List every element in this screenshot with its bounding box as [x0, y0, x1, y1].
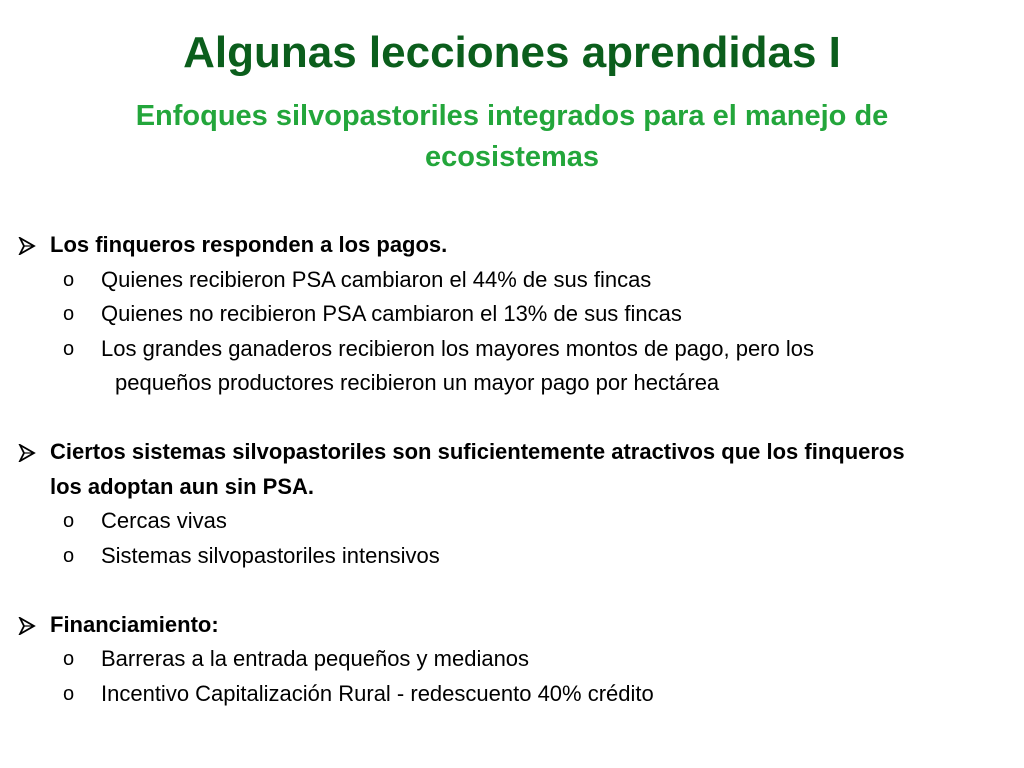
sub-item-text: Cercas vivas	[101, 508, 227, 533]
sub-item	[14, 297, 1004, 332]
arrow-bullet-icon	[18, 617, 36, 635]
bullet-item	[14, 608, 1004, 643]
slide-subtitle: Enfoques silvopastoriles integrados para el manejo de ecosistemas	[135, 100, 889, 173]
bullet-heading: Financiamiento:	[50, 611, 219, 637]
sub-item-text: Sistemas silvopastoriles intensivos	[101, 542, 440, 568]
circle-bullet-icon: o	[63, 510, 75, 532]
sub-item-text: Incentivo Capitalización Rural - redescuento 40% crédito	[101, 680, 654, 706]
arrow-bullet-icon	[18, 237, 36, 255]
slide-title: Algunas lecciones aprendidas I	[183, 28, 841, 77]
sub-item	[14, 642, 1004, 677]
sub-item-text: Los grandes ganaderos recibieron los mayores montos de pago, pero los	[101, 335, 814, 361]
sub-item-text: Quienes recibieron PSA cambiaron el 44% de sus fincas	[101, 266, 652, 292]
section-pagos	[14, 228, 1004, 401]
sub-item	[14, 263, 1004, 298]
sub-item	[14, 677, 1004, 712]
circle-bullet-icon: o	[63, 268, 75, 291]
bullet-heading: Los finqueros responden a los pagos.	[50, 232, 448, 257]
sub-item-text: Barreras a la entrada pequeños y medianos	[101, 646, 530, 671]
sub-item	[14, 332, 1004, 367]
section-sistemas	[14, 435, 1004, 573]
section-financiamiento	[14, 608, 1004, 712]
sub-item	[14, 539, 1004, 574]
circle-bullet-icon: o	[63, 544, 75, 567]
bullet-item	[14, 228, 1004, 263]
bullet-item	[14, 435, 1004, 504]
sub-item-text: Quienes no recibieron PSA cambiaron el 13% de sus fincas	[101, 301, 682, 326]
circle-bullet-icon: o	[63, 682, 75, 705]
slide-body	[14, 228, 1004, 746]
circle-bullet-icon: o	[63, 303, 75, 325]
sub-item-continuation: pequeños productores recibieron un mayor pago por hectárea	[115, 370, 720, 395]
circle-bullet-icon: o	[63, 648, 75, 670]
bullet-heading-line: Ciertos sistemas silvopastoriles son suficientemente atractivos que los finqueros	[50, 439, 905, 464]
circle-bullet-icon: o	[63, 337, 75, 360]
sub-item	[14, 504, 1004, 539]
arrow-bullet-icon	[18, 444, 36, 462]
bullet-heading-line: los adoptan aun sin PSA.	[50, 473, 315, 499]
